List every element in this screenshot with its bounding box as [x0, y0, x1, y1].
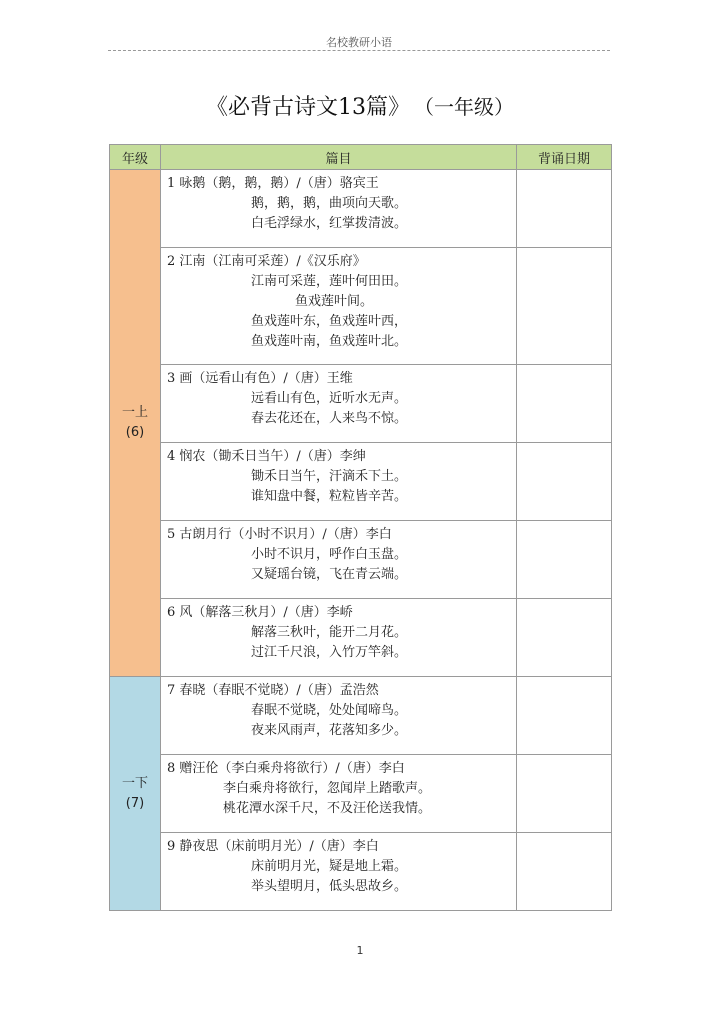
poem-table — [109, 144, 612, 911]
recite-date-cell[interactable] — [517, 599, 612, 677]
poem-title: 2 江南（江南可采莲）/《汉乐府》 — [167, 254, 366, 269]
poem-line: 鹅，鹅，鹅，曲项向天歌。 — [251, 196, 408, 211]
poem-title: 7 春晓（春眠不觉晓）/（唐）孟浩然 — [167, 683, 379, 698]
header-date: 背诵日期 — [517, 145, 612, 170]
poem-line: 春眠不觉晓，处处闻啼鸟。 — [251, 703, 408, 718]
header-divider — [108, 50, 610, 51]
poem-entry — [161, 170, 517, 248]
table-header-row — [110, 145, 612, 170]
poem-line: 床前明月光，疑是地上霜。 — [251, 859, 408, 874]
poem-line: 锄禾日当午，汗滴禾下土。 — [251, 469, 408, 484]
table-row — [110, 443, 612, 521]
grade-count: (7) — [125, 795, 145, 811]
poem-line: 谁知盘中餐，粒粒皆辛苦。 — [251, 489, 408, 504]
poem-entry — [161, 599, 517, 677]
title-sub: （一年级） — [424, 95, 514, 119]
poem-line: 又疑瑶台镜，飞在青云端。 — [251, 567, 408, 582]
poem-title: 6 风（解落三秋月）/（唐）李峤 — [167, 605, 353, 620]
recite-date-cell[interactable] — [517, 755, 612, 833]
poem-title: 9 静夜思（床前明月光）/（唐）李白 — [167, 839, 379, 854]
table-row — [110, 755, 612, 833]
poem-entry — [161, 755, 517, 833]
title-main: 《必背古诗文13篇》 — [206, 95, 410, 120]
header-grade: 年级 — [110, 145, 161, 170]
poem-line: 春去花还在，人来鸟不惊。 — [251, 411, 408, 426]
grade-group-2 — [110, 677, 161, 911]
recite-date-cell[interactable] — [517, 833, 612, 911]
poem-line: 过江千尺浪，入竹万竿斜。 — [251, 645, 408, 660]
recite-date-cell[interactable] — [517, 521, 612, 599]
poem-line: 举头望明月，低头思故乡。 — [251, 879, 408, 894]
table-row — [110, 365, 612, 443]
poem-line: 桃花潭水深千尺，不及汪伦送我情。 — [223, 801, 432, 816]
poem-line: 远看山有色，近听水无声。 — [251, 391, 408, 406]
recite-date-cell[interactable] — [517, 443, 612, 521]
table-row — [110, 248, 612, 365]
poem-line: 白毛浮绿水，红掌拨清波。 — [251, 216, 408, 231]
poem-entry — [161, 677, 517, 755]
poem-line: 江南可采莲，莲叶何田田。 — [251, 274, 408, 289]
grade-group-1 — [110, 170, 161, 677]
table-row — [110, 599, 612, 677]
poem-title: 1 咏鹅（鹅，鹅，鹅）/（唐）骆宾王 — [167, 176, 379, 191]
poem-line: 李白乘舟将欲行，忽闻岸上踏歌声。 — [223, 781, 432, 796]
table-row — [110, 521, 612, 599]
recite-date-cell[interactable] — [517, 677, 612, 755]
recite-date-cell[interactable] — [517, 170, 612, 248]
header-title: 篇目 — [161, 145, 517, 170]
poem-title: 3 画（远看山有色）/（唐）王维 — [167, 371, 353, 386]
poem-line: 鱼戏莲叶间。 — [295, 294, 374, 309]
poem-title: 8 赠汪伦（李白乘舟将欲行）/（唐）李白 — [167, 761, 405, 776]
recite-date-cell[interactable] — [517, 365, 612, 443]
document-title — [0, 90, 720, 121]
grade-label: 一下 — [121, 775, 148, 791]
poem-title: 4 悯农（锄禾日当午）/（唐）李绅 — [167, 449, 366, 464]
table-row — [110, 170, 612, 248]
poem-line: 夜来风雨声，花落知多少。 — [251, 723, 408, 738]
poem-entry — [161, 248, 517, 365]
grade-count: (6) — [125, 425, 145, 440]
page-header: 名校教研小语 — [326, 36, 392, 49]
poem-entry — [161, 833, 517, 911]
grade-label: 一上 — [121, 405, 148, 420]
poem-entry — [161, 521, 517, 599]
page-number: 1 — [356, 944, 364, 957]
poem-line: 鱼戏莲叶南，鱼戏莲叶北。 — [251, 334, 408, 349]
poem-line: 鱼戏莲叶东，鱼戏莲叶西， — [251, 314, 408, 329]
table-row — [110, 677, 612, 755]
poem-entry — [161, 365, 517, 443]
recite-date-cell[interactable] — [517, 248, 612, 365]
poem-line: 解落三秋叶，能开二月花。 — [251, 625, 408, 640]
poem-entry — [161, 443, 517, 521]
poem-line: 小时不识月，呼作白玉盘。 — [251, 547, 408, 562]
poem-title: 5 古朗月行（小时不识月）/（唐）李白 — [167, 527, 392, 542]
table-row — [110, 833, 612, 911]
